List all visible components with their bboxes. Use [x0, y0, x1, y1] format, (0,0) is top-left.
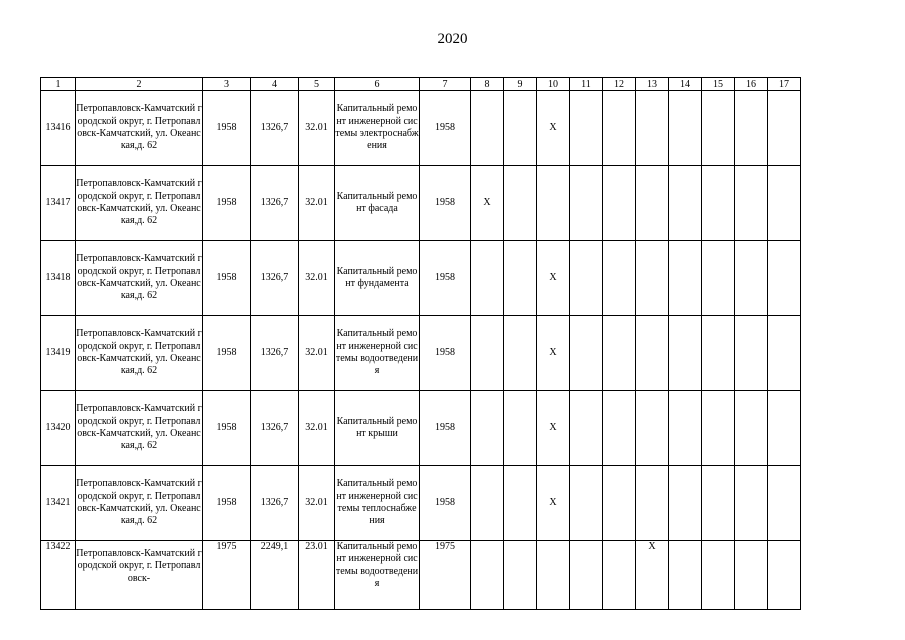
year-built-cell: 1958: [203, 316, 251, 391]
area-cell: 1326,7: [251, 241, 299, 316]
column-header: 1: [41, 78, 76, 91]
mark-cell-14: [669, 316, 702, 391]
mark-cell-8: [471, 391, 504, 466]
work-type-cell: Капитальный ремонт фасада: [335, 166, 420, 241]
area-cell: 1326,7: [251, 91, 299, 166]
mark-cell-15: [702, 91, 735, 166]
year-built-cell: 1958: [203, 166, 251, 241]
mark-cell-16: [735, 166, 768, 241]
column-header: 4: [251, 78, 299, 91]
column-number-row: [41, 78, 801, 91]
area-cell: 1326,7: [251, 166, 299, 241]
code-cell: 32.01: [299, 391, 335, 466]
address-cell: Петропавловск-Камчатский городской округ, г. Петропавловск-Камчатский, ул. Океанская,д. 62: [76, 241, 203, 316]
mark-cell-14: [669, 466, 702, 541]
mark-cell-13: [636, 241, 669, 316]
column-header: 13: [636, 78, 669, 91]
mark-cell-11: [570, 466, 603, 541]
work-type-cell: Капитальный ремонт инженерной системы водоотведения: [335, 541, 420, 610]
mark-cell-16: [735, 91, 768, 166]
mark-cell-17: [768, 91, 801, 166]
column-header: 9: [504, 78, 537, 91]
row-id-cell: 13419: [41, 316, 76, 391]
address-cell: Петропавловск-Камчатский городской округ, г. Петропавловск-Камчатский, ул. Океанская,д. 62: [76, 166, 203, 241]
work-type-cell: Капитальный ремонт крыши: [335, 391, 420, 466]
mark-cell-13: [636, 91, 669, 166]
year-cell: 1958: [420, 391, 471, 466]
column-header: 11: [570, 78, 603, 91]
mark-cell-9: [504, 241, 537, 316]
mark-cell-9: [504, 166, 537, 241]
mark-cell-11: [570, 166, 603, 241]
mark-cell-10: X: [537, 241, 570, 316]
column-header: 14: [669, 78, 702, 91]
row-id-cell: 13421: [41, 466, 76, 541]
mark-cell-17: [768, 316, 801, 391]
mark-cell-15: [702, 316, 735, 391]
year-cell: 1975: [420, 541, 471, 610]
mark-cell-15: [702, 466, 735, 541]
mark-cell-10: X: [537, 466, 570, 541]
work-type-cell: Капитальный ремонт инженерной системы теплоснабжения: [335, 466, 420, 541]
mark-cell-11: [570, 391, 603, 466]
mark-cell-13: [636, 466, 669, 541]
mark-cell-11: [570, 91, 603, 166]
code-cell: 23.01: [299, 541, 335, 610]
address-cell: Петропавловск-Камчатский городской округ, г. Петропавловск-Камчатский, ул. Океанская,д. 62: [76, 316, 203, 391]
table-row: [41, 316, 801, 391]
mark-cell-15: [702, 241, 735, 316]
mark-cell-12: [603, 166, 636, 241]
mark-cell-16: [735, 391, 768, 466]
mark-cell-8: [471, 466, 504, 541]
year-built-cell: 1958: [203, 466, 251, 541]
mark-cell-10: X: [537, 91, 570, 166]
mark-cell-10: X: [537, 316, 570, 391]
area-cell: 1326,7: [251, 466, 299, 541]
mark-cell-10: [537, 541, 570, 610]
code-cell: 32.01: [299, 466, 335, 541]
row-id-cell: 13422: [41, 541, 76, 610]
mark-cell-12: [603, 541, 636, 610]
column-header: 6: [335, 78, 420, 91]
mark-cell-16: [735, 541, 768, 610]
table-row: [41, 91, 801, 166]
mark-cell-15: [702, 166, 735, 241]
mark-cell-8: [471, 91, 504, 166]
area-cell: 2249,1: [251, 541, 299, 610]
column-header: 12: [603, 78, 636, 91]
mark-cell-16: [735, 466, 768, 541]
mark-cell-14: [669, 166, 702, 241]
table-row: [41, 541, 801, 610]
mark-cell-13: [636, 166, 669, 241]
mark-cell-9: [504, 391, 537, 466]
mark-cell-14: [669, 241, 702, 316]
capital-repair-table: [40, 77, 801, 610]
mark-cell-15: [702, 391, 735, 466]
mark-cell-17: [768, 166, 801, 241]
year-cell: 1958: [420, 241, 471, 316]
row-id-cell: 13418: [41, 241, 76, 316]
year-built-cell: 1958: [203, 391, 251, 466]
year-built-cell: 1958: [203, 91, 251, 166]
page-title: 2020: [437, 31, 468, 47]
mark-cell-12: [603, 391, 636, 466]
mark-cell-8: X: [471, 166, 504, 241]
column-header: 3: [203, 78, 251, 91]
mark-cell-12: [603, 91, 636, 166]
mark-cell-17: [768, 241, 801, 316]
mark-cell-12: [603, 241, 636, 316]
area-cell: 1326,7: [251, 391, 299, 466]
mark-cell-8: [471, 316, 504, 391]
mark-cell-14: [669, 91, 702, 166]
mark-cell-12: [603, 316, 636, 391]
mark-cell-13: [636, 316, 669, 391]
code-cell: 32.01: [299, 241, 335, 316]
column-header: 16: [735, 78, 768, 91]
mark-cell-11: [570, 541, 603, 610]
code-cell: 32.01: [299, 91, 335, 166]
mark-cell-10: [537, 166, 570, 241]
mark-cell-9: [504, 466, 537, 541]
mark-cell-14: [669, 391, 702, 466]
address-cell: Петропавловск-Камчатский городской округ, г. Петропавловск-: [76, 541, 203, 610]
table-row: [41, 466, 801, 541]
column-header: 5: [299, 78, 335, 91]
column-header: 17: [768, 78, 801, 91]
year-built-cell: 1975: [203, 541, 251, 610]
column-header: 10: [537, 78, 570, 91]
mark-cell-17: [768, 466, 801, 541]
work-type-cell: Капитальный ремонт фундамента: [335, 241, 420, 316]
mark-cell-8: [471, 241, 504, 316]
column-header: 2: [76, 78, 203, 91]
mark-cell-16: [735, 241, 768, 316]
row-id-cell: 13416: [41, 91, 76, 166]
area-cell: 1326,7: [251, 316, 299, 391]
work-type-cell: Капитальный ремонт инженерной системы водоотведения: [335, 316, 420, 391]
mark-cell-8: [471, 541, 504, 610]
row-id-cell: 13417: [41, 166, 76, 241]
mark-cell-16: [735, 316, 768, 391]
column-header: 8: [471, 78, 504, 91]
table-row: [41, 166, 801, 241]
mark-cell-11: [570, 316, 603, 391]
table-row: [41, 241, 801, 316]
code-cell: 32.01: [299, 166, 335, 241]
code-cell: 32.01: [299, 316, 335, 391]
column-header: 7: [420, 78, 471, 91]
mark-cell-12: [603, 466, 636, 541]
table-row: [41, 391, 801, 466]
mark-cell-17: [768, 391, 801, 466]
year-cell: 1958: [420, 166, 471, 241]
mark-cell-9: [504, 91, 537, 166]
address-cell: Петропавловск-Камчатский городской округ, г. Петропавловск-Камчатский, ул. Океанская,д. 62: [76, 391, 203, 466]
address-cell: Петропавловск-Камчатский городской округ, г. Петропавловск-Камчатский, ул. Океанская,д. 62: [76, 91, 203, 166]
year-cell: 1958: [420, 466, 471, 541]
work-type-cell: Капитальный ремонт инженерной системы электроснабжения: [335, 91, 420, 166]
year-cell: 1958: [420, 91, 471, 166]
mark-cell-9: [504, 316, 537, 391]
year-cell: 1958: [420, 316, 471, 391]
year-built-cell: 1958: [203, 241, 251, 316]
mark-cell-15: [702, 541, 735, 610]
address-cell: Петропавловск-Камчатский городской округ, г. Петропавловск-Камчатский, ул. Океанская,д. 62: [76, 466, 203, 541]
row-id-cell: 13420: [41, 391, 76, 466]
mark-cell-13: X: [636, 541, 669, 610]
mark-cell-17: [768, 541, 801, 610]
column-header: 15: [702, 78, 735, 91]
mark-cell-10: X: [537, 391, 570, 466]
mark-cell-11: [570, 241, 603, 316]
mark-cell-14: [669, 541, 702, 610]
mark-cell-13: [636, 391, 669, 466]
mark-cell-9: [504, 541, 537, 610]
